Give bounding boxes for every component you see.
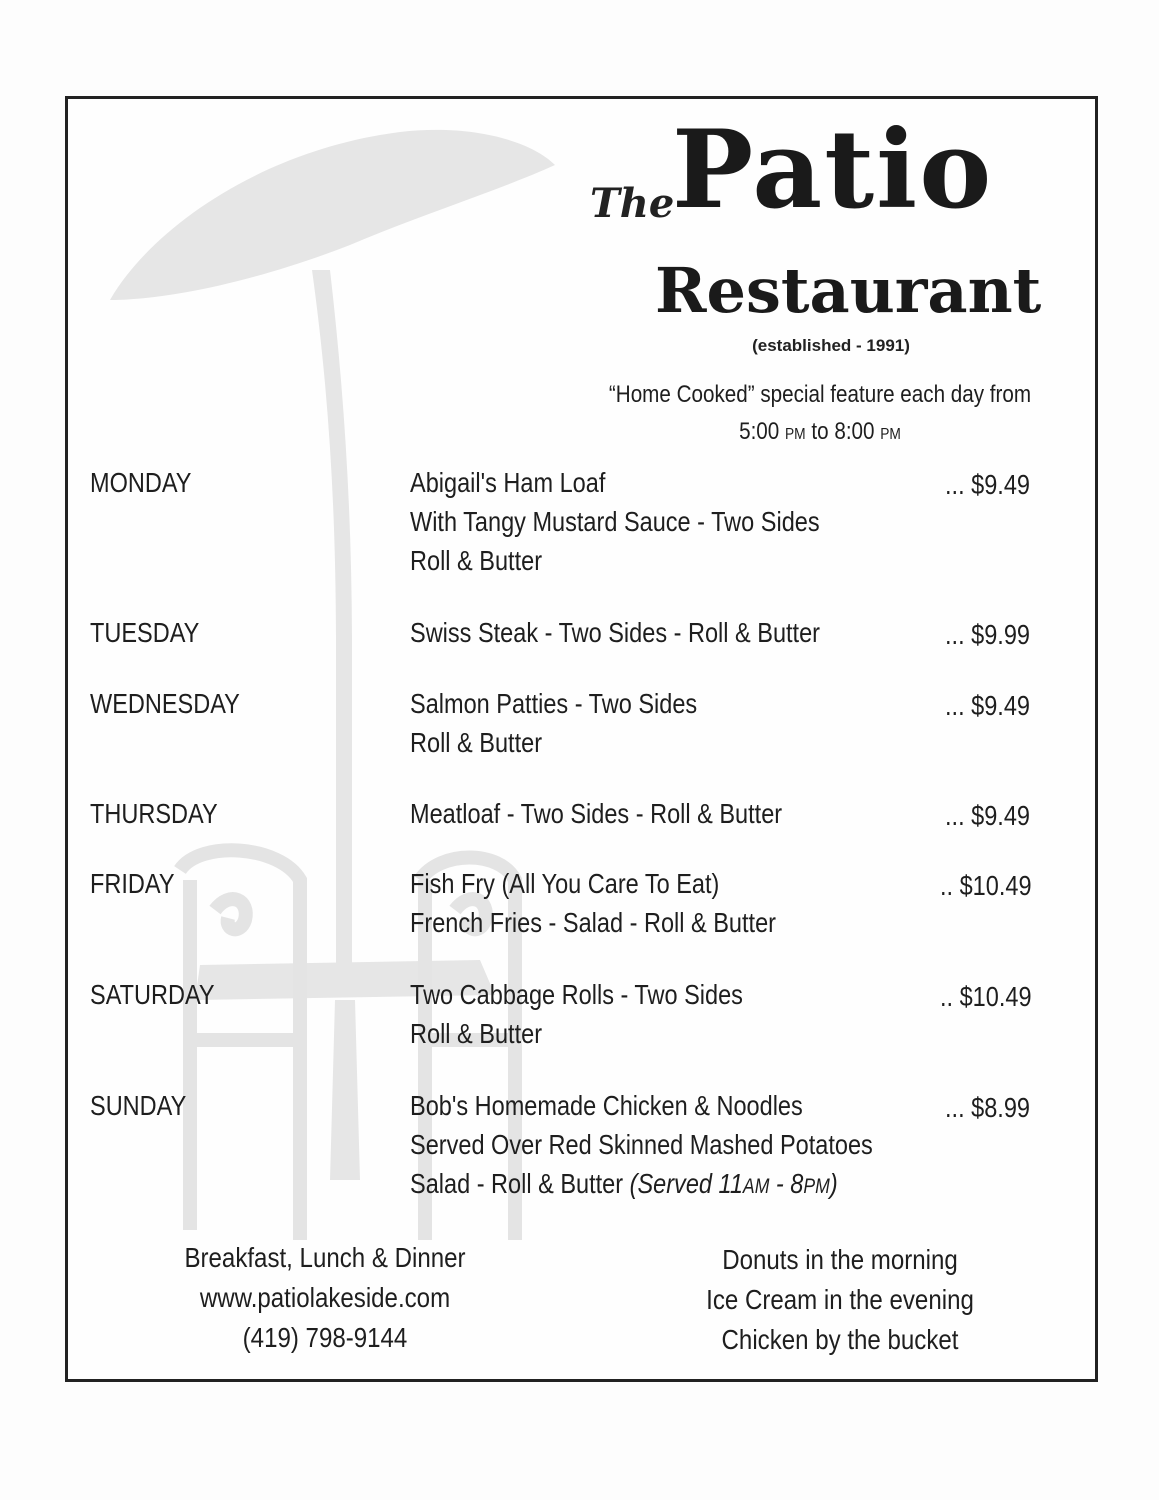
day-thursday: THURSDAY <box>90 798 218 829</box>
tagline-line1: “Home Cooked” special feature each day from <box>608 381 1032 408</box>
dish-friday: Fish Fry (All You Care To Eat) French Fries - Salad - Roll & Butter <box>410 868 776 938</box>
table-leg <box>330 1000 360 1180</box>
footer-meals: Breakfast, Lunch & Dinner <box>184 1242 466 1273</box>
day-friday: FRIDAY <box>90 868 175 899</box>
price-wednesday: ... $9.49 <box>945 690 1030 721</box>
price-friday: .. $10.49 <box>940 870 1032 901</box>
footer-chicken: Chicken by the bucket <box>721 1324 959 1355</box>
price-monday: ... $9.49 <box>945 469 1030 500</box>
day-tuesday: TUESDAY <box>90 617 200 648</box>
dish-monday: Abigail's Ham Loaf With Tangy Mustard Sauce - Two Sides Roll & Butter <box>410 467 820 576</box>
sunday-served-hours: (Served 11AM - 8PM) <box>629 1168 838 1199</box>
footer-right <box>685 1240 995 1360</box>
umbrella-pole <box>312 270 352 980</box>
price-thursday: ... $9.49 <box>945 800 1030 831</box>
footer-donuts: Donuts in the morning <box>722 1244 958 1275</box>
footer-left <box>166 1238 484 1358</box>
title-restaurant: Restaurant <box>655 254 1042 327</box>
price-saturday: .. $10.49 <box>940 981 1032 1012</box>
dish-tuesday: Swiss Steak - Two Sides - Roll & Butter <box>410 617 821 648</box>
footer-website: www.patiolakeside.com <box>199 1282 451 1313</box>
dish-wednesday: Salmon Patties - Two Sides Roll & Butter <box>410 688 698 758</box>
left-chair-scroll <box>215 899 246 929</box>
dish-thursday: Meatloaf - Two Sides - Roll & Butter <box>410 798 783 829</box>
tagline <box>605 376 1035 453</box>
established-year: (established - 1991) <box>752 336 910 355</box>
day-sunday: SUNDAY <box>90 1090 187 1121</box>
title-patio: Patio <box>672 107 994 233</box>
footer-ice-cream: Ice Cream in the evening <box>706 1284 974 1315</box>
umbrella-canopy <box>110 130 555 300</box>
day-saturday: SATURDAY <box>90 979 215 1010</box>
tagline-hours: 5:00 PM to 8:00 PM <box>739 418 901 445</box>
price-sunday: ... $8.99 <box>945 1092 1030 1123</box>
day-wednesday: WEDNESDAY <box>90 688 240 719</box>
dish-saturday: Two Cabbage Rolls - Two Sides Roll & Butter <box>410 979 743 1049</box>
footer-phone: (419) 798-9144 <box>242 1322 408 1353</box>
day-monday: MONDAY <box>90 467 192 498</box>
price-tuesday: ... $9.99 <box>945 619 1030 650</box>
dish-sunday: Bob's Homemade Chicken & Noodles Served Over Red Skinned Mashed Potatoes Salad - Roll & Butter (Served 11AM - 8PM) <box>410 1090 873 1199</box>
title-the: The <box>590 180 675 227</box>
